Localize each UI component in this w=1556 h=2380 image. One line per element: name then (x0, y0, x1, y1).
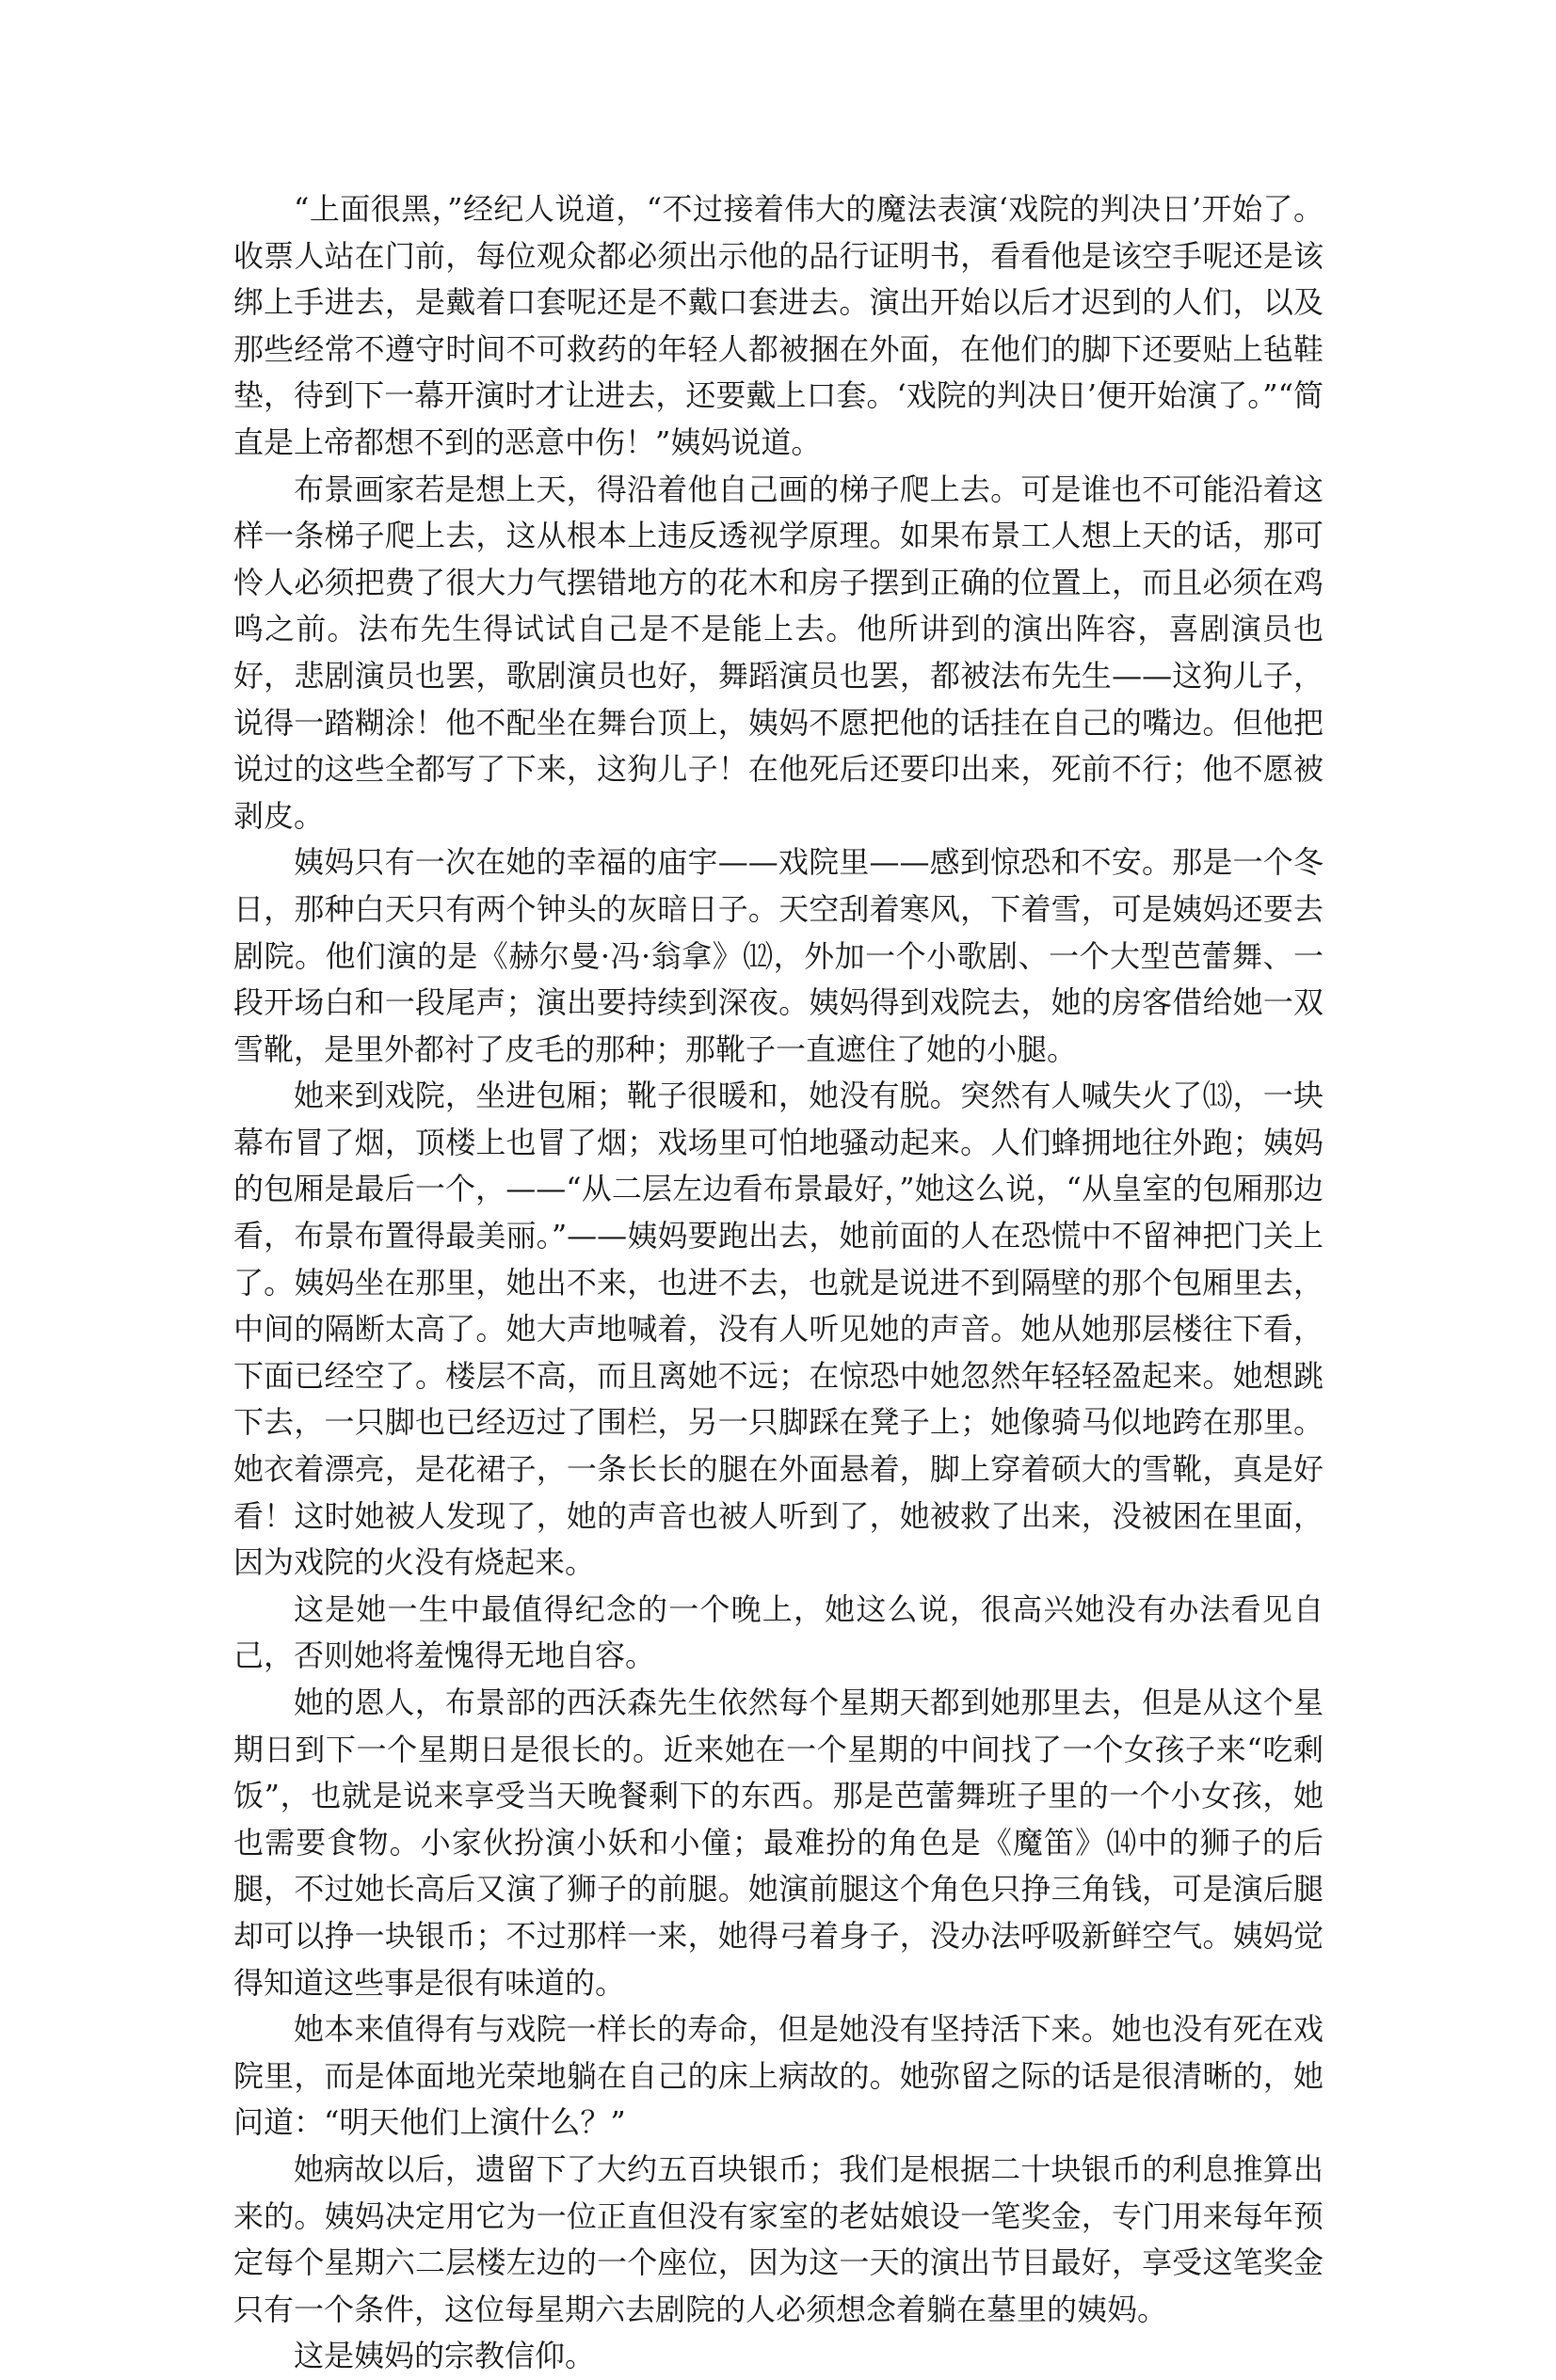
paragraph-8: 她病故以后，遗留下了大约五百块银币；我们是根据二十块银币的利息推算出来的。姨妈决定用它为一位正直但没有家室的老姑娘设一笔奖金，专门用来每年预定每个星期六二层楼左边的一个座位，因为这一天的演出节目最好，享受这笔奖金只有一个条件，这位每星期六去剧院的人必须想念着躺在墓里的姨妈。 (233, 2150, 1323, 2327)
paragraph-4: 她来到戏院，坐进包厢；靴子很暖和，她没有脱。突然有人喊失火了⒀，一块幕布冒了烟，顶楼上也冒了烟；戏场里可怕地骚动起来。人们蜂拥地往外跑；姨妈的包厢是最后一个，——“从二层左边看布景最好，”她这么说，“从皇室的包厢那边看，布景布置得最美丽。”——姨妈要跑出去，她前面的人在恐慌中不留神把门关上了。姨妈坐在那里，她出不来，也进不去，也就是说进不到隔壁的那个包厢里去，中间的隔断太高了。她大声地喊着，没有人听见她的声音。她从她那层楼往下看，下面已经空了。楼层不高，而且离她不远；在惊恐中她忽然年轻轻盈起来。她想跳下去，一只脚也已经迈过了围栏，另一只脚踩在凳子上；她像骑马似地跨在那里。她衣着漂亮，是花裙子，一条长长的腿在外面悬着，脚上穿着硕大的雪靴，真是好看！这时她被人发现了，她的声音也被人听到了，她被救了出来，没被困在里面，因为戏院的火没有烧起来。 (233, 1078, 1323, 1581)
paragraph-7: 她本来值得有与戏院一样长的寿命，但是她没有坚持活下来。她也没有死在戏院里，而是体面地光荣地躺在自己的床上病故的。她弥留之际的话是很清晰的，她问道：“明天他们上演什么？” (233, 2011, 1323, 2141)
paragraph-5: 这是她一生中最值得纪念的一个晚上，她这么说，很高兴她没有办法看见自己，否则她将羞愧得无地自容。 (233, 1590, 1323, 1674)
document-body (233, 186, 1323, 2380)
paragraph-1: “上面很黑，”经纪人说道，“不过接着伟大的魔法表演‘戏院的判决日’开始了。收票人站在门前，每位观众都必须出示他的品行证明书，看看他是该空手呢还是该绑上手进去，是戴着口套呢还是不戴口套进去。演出开始以后才迟到的人们，以及那些经常不遵守时间不可救药的年轻人都被捆在外面，在他们的脚下还要贴上毡鞋垫，待到下一幕开演时才让进去，还要戴上口套。‘戏院的判决日’便开始演了。”“简直是上帝都想不到的恶意中伤！”姨妈说道。 (233, 191, 1323, 460)
paragraph-9: 这是姨妈的宗教信仰。 (294, 2338, 596, 2374)
paragraph-3: 姨妈只有一次在她的幸福的庙宇——戏院里——感到惊恐和不安。那是一个冬日，那种白天只有两个钟头的灰暗日子。天空刮着寒风，下着雪，可是姨妈还要去剧院。他们演的是《赫尔曼·冯·翁拿》⑿，外加一个小歌剧、一个大型芭蕾舞、一段开场白和一段尾声；演出要持续到深夜。姨妈得到戏院去，她的房客借给她一双雪靴，是里外都衬了皮毛的那种；那靴子一直遮住了她的小腿。 (233, 844, 1323, 1067)
paragraph-6: 她的恩人，布景部的西沃森先生依然每个星期天都到她那里去，但是从这个星期日到下一个星期日是很长的。近来她在一个星期的中间找了一个女孩子来“吃剩饭”，也就是说来享受当天晚餐剩下的东西。那是芭蕾舞班子里的一个小女孩，她也需要食物。小家伙扮演小妖和小僮；最难扮的角色是《魔笛》⒁中的狮子的后腿，不过她长高后又演了狮子的前腿。她演前腿这个角色只挣三角钱，可是演后腿却可以挣一块银币；不过那样一来，她得弓着身子，没办法呼吸新鲜空气。姨妈觉得知道这些事是很有味道的。 (233, 1685, 1323, 2001)
paragraph-2: 布景画家若是想上天，得沿着他自己画的梯子爬上去。可是谁也不可能沿着这样一条梯子爬上去，这从根本上违反透视学原理。如果布景工人想上天的话，那可怜人必须把费了很大力气摆错地方的花木和房子摆到正确的位置上，而且必须在鸡鸣之前。法布先生得试试自己是不是能上去。他所讲到的演出阵容，喜剧演员也好，悲剧演员也罢，歌剧演员也好，舞蹈演员也罢，都被法布先生——这狗儿子，说得一踏糊涂！他不配坐在舞台顶上，姨妈不愿把他的话挂在自己的嘴边。但他把说过的这些全都写了下来，这狗儿子！在他死后还要印出来，死前不行；他不愿被剥皮。 (233, 471, 1323, 834)
